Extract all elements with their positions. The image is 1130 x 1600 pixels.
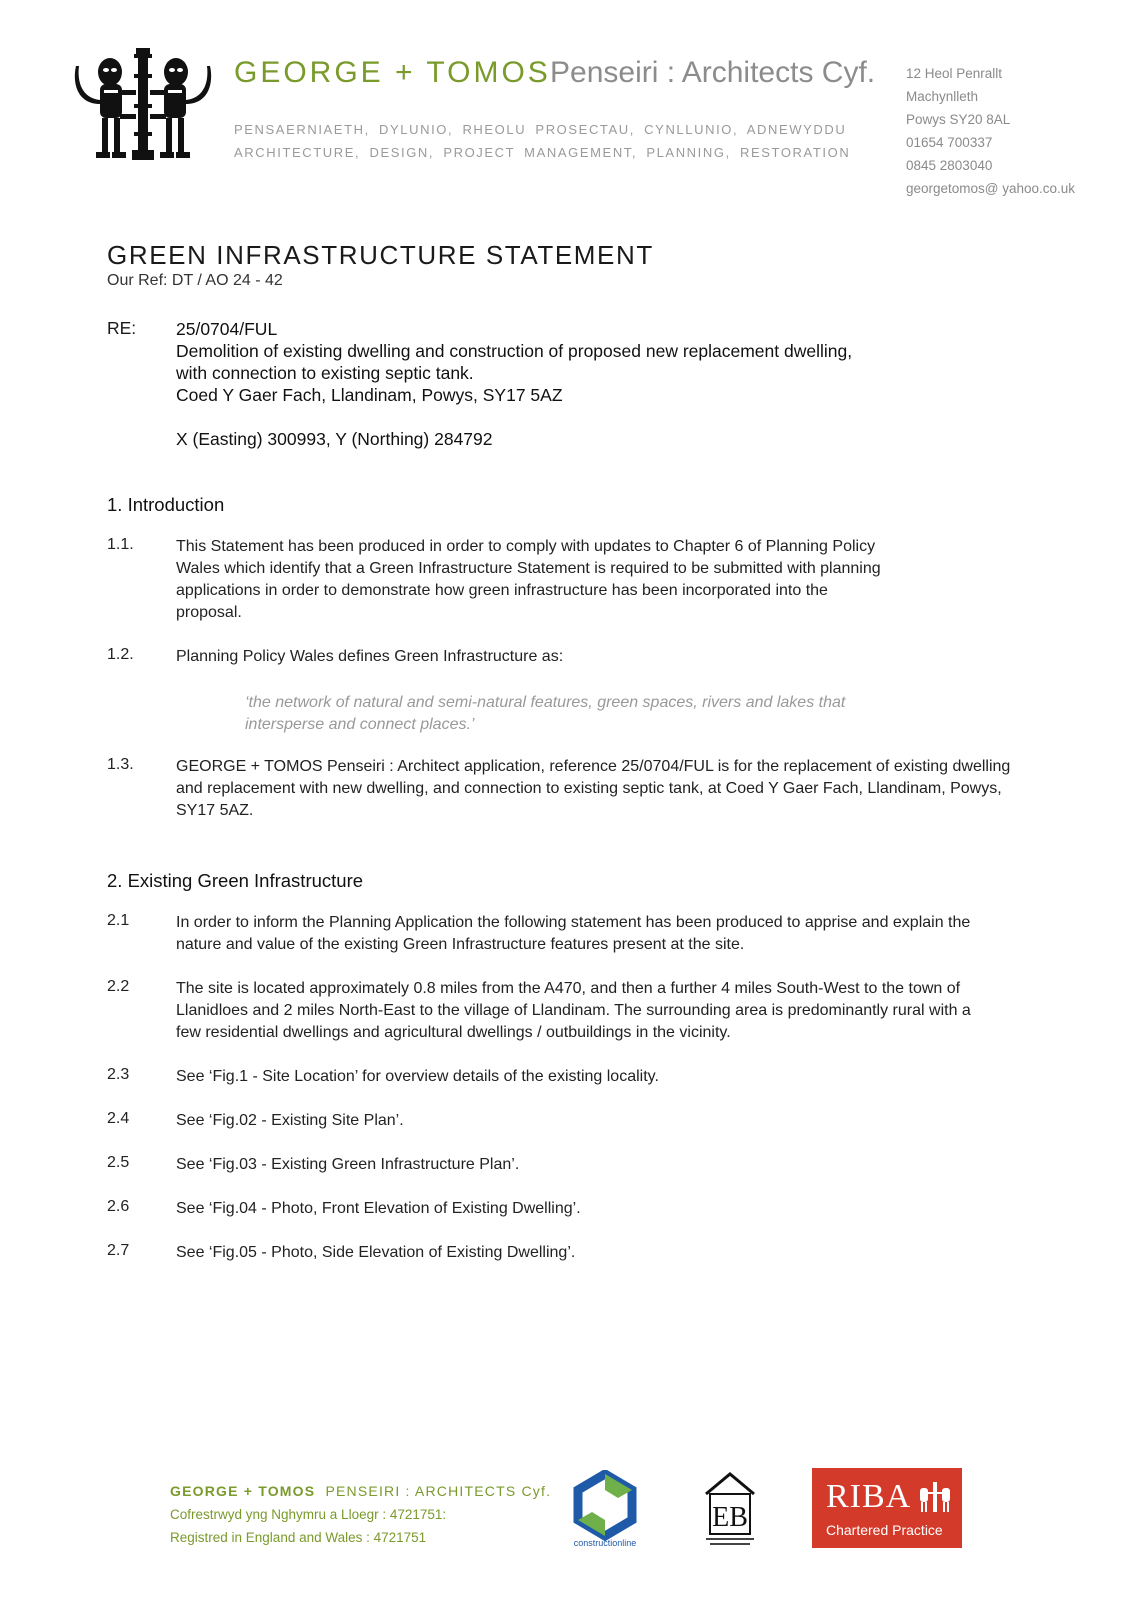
constructionline-label: constructionline [573, 1538, 637, 1548]
address-line: Machynlleth [906, 89, 979, 104]
paragraph-text: See ‘Fig.05 - Photo, Side Elevation of Existing Dwelling’. [176, 1244, 576, 1261]
section-heading-introduction: 1. Introduction [107, 494, 225, 515]
paragraph-number: 1.2. [107, 646, 134, 663]
registration-welsh: Cofrestrwyd yng Nghymru a Lloegr : 4721751: [170, 1507, 447, 1522]
riba-wordmark: RIBA [826, 1478, 912, 1515]
lions-crest-logo [68, 44, 218, 164]
our-reference: Our Ref: DT / AO 24 - 42 [107, 272, 283, 289]
paragraph-text: GEORGE + TOMOS Penseiri : Architect application, reference 25/0704/FUL is for the replacement of existing dwelling and replacement with new dwelling, and connection to existing septic tank, at Coed Y Gaer Fach, Llandinam, Powys, SY17 5AZ. [176, 758, 1011, 819]
address-line: 12 Heol Penrallt [906, 66, 1003, 81]
phone-line: 0845 2803040 [906, 158, 993, 173]
document-title: GREEN INFRASTRUCTURE STATEMENT [107, 240, 654, 270]
constructionline-logo [566, 1470, 644, 1550]
section-heading-existing-green-infrastructure: 2. Existing Green Infrastructure [107, 870, 364, 891]
footer-registration [170, 1480, 551, 1549]
paragraph-number: 2.2 [107, 978, 130, 995]
site-address: Coed Y Gaer Fach, Llandinam, Powys, SY17 5AZ [176, 385, 563, 405]
paragraph-text: This Statement has been produced in order to comply with updates to Chapter 6 of Planning Policy Wales which identify that a Green Infrastructure Statement is required to be submitted with planning applications in order to demonstrate how green infrastructure has been incorporated into the proposal. [176, 538, 881, 621]
firm-name: GEORGE + TOMOS [234, 56, 551, 89]
riba-subtitle: Chartered Practice [826, 1522, 943, 1538]
paragraph-number: 2.5 [107, 1154, 130, 1171]
re-description: Demolition of existing dwelling and construction of proposed new replacement dwelling, [176, 341, 853, 361]
eb-label: EB [712, 1502, 748, 1533]
firm-address [906, 62, 1075, 200]
footer-firm: GEORGE + TOMOS [170, 1483, 316, 1499]
paragraph-number: 1.1. [107, 536, 134, 553]
paragraph-number: 2.1 [107, 912, 130, 929]
paragraph-number: 2.3 [107, 1066, 130, 1083]
footer-firm-sub: PENSEIRI : ARCHITECTS Cyf. [325, 1483, 552, 1499]
address-line: Powys SY20 8AL [906, 112, 1011, 127]
eb-association-logo [700, 1470, 760, 1550]
paragraph-number: 2.6 [107, 1198, 130, 1215]
paragraph-text: See ‘Fig.04 - Photo, Front Elevation of Existing Dwelling’. [176, 1200, 581, 1217]
paragraph-text: The site is located approximately 0.8 miles from the A470, and then a further 4 miles South-West to the town of Llanidloes and 2 miles North-East to the village of Llandinam. The surrounding area is predominantly rural with a few residential dwellings and agricultural dwellings / outbuildings in the vicinity. [176, 980, 971, 1041]
registration-english: Registred in England and Wales : 4721751 [170, 1530, 427, 1545]
paragraph-number: 2.7 [107, 1242, 130, 1259]
riba-lions-icon [916, 1482, 954, 1512]
definition-quote: ‘the network of natural and semi-natural features, green spaces, rivers and lakes that intersperse and connect places.’ [245, 694, 846, 733]
site-coordinates: X (Easting) 300993, Y (Northing) 284792 [176, 429, 493, 449]
paragraph-text: See ‘Fig.02 - Existing Site Plan’. [176, 1112, 404, 1129]
phone-line: 01654 700337 [906, 135, 993, 150]
services-english: ARCHITECTURE, DESIGN, PROJECT MANAGEMENT, PLANNING, RESTORATION [234, 145, 851, 160]
firm-subtitle: Penseiri : Architects Cyf. [550, 56, 876, 89]
paragraph-text: See ‘Fig.03 - Existing Green Infrastructure Plan’. [176, 1156, 520, 1173]
paragraph-text: Planning Policy Wales defines Green Infrastructure as: [176, 648, 564, 665]
re-block [176, 318, 1016, 450]
riba-chartered-practice-badge [812, 1468, 962, 1548]
services-welsh: PENSAERNIAETH, DYLUNIO, RHEOLU PROSECTAU, CYNLLUNIO, ADNEWYDDU [234, 122, 847, 137]
paragraph-text: In order to inform the Planning Application the following statement has been produced to apprise and explain the nature and value of the existing Green Infrastructure features present at the site. [176, 914, 971, 953]
paragraph-number: 2.4 [107, 1110, 130, 1127]
application-reference: 25/0704/FUL [176, 319, 278, 339]
footer-firm-name [170, 1480, 551, 1503]
paragraph-number: 1.3. [107, 756, 134, 773]
re-description: with connection to existing septic tank. [176, 363, 474, 383]
email-line: georgetomos@ yahoo.co.uk [906, 181, 1076, 196]
re-label: RE: [107, 318, 137, 338]
paragraph-text: See ‘Fig.1 - Site Location’ for overview details of the existing locality. [176, 1068, 659, 1085]
